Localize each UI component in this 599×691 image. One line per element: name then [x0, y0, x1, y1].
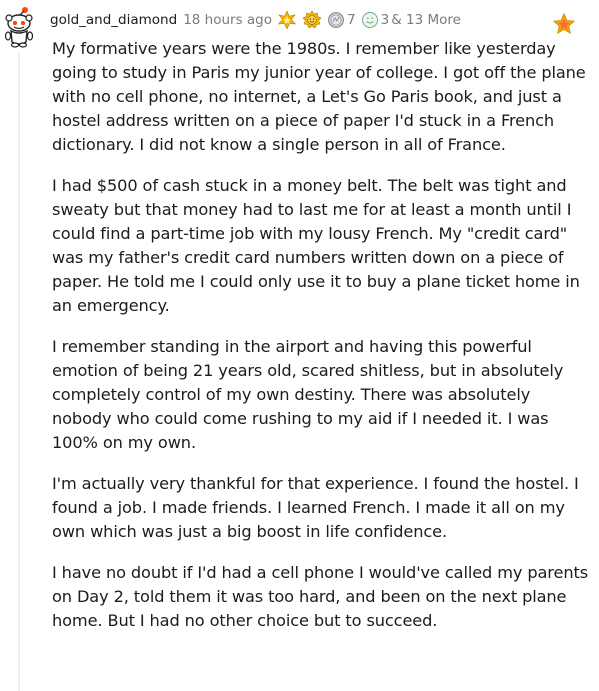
- award-count-silver: 7: [347, 12, 356, 28]
- comment-paragraph-1: My formative years were the 1980s. I remember like yesterday going to study in Paris my junior year of college. I got off the plane with no cell phone, no internet, a Let's Go Paris book, and just a hostel address written on a piece of paper I'd stuck in a French dictionary. I did not know a single person in all of France.: [52, 39, 586, 154]
- comment-paragraph-3: I remember standing in the airport and having this powerful emotion of being 21 years old, scared shitless, but in absolutely completely control of my own destiny. There was absolutely nobody who could come rushing to my aid if I needed it. I was 100% on my own.: [52, 337, 564, 452]
- award-wholesome[interactable]: [302, 11, 322, 29]
- comment-paragraph-2: I had $500 of cash stuck in a money belt. The belt was tight and sweaty but that money had to last me for at least a month until I could find a part-time job with my lousy French. My "credit card" was my father's credit card numbers written down on a piece of paper. He told me I could only use it to buy a plane ticket home in an emergency.: [52, 176, 580, 315]
- award-gold-burst[interactable]: [277, 11, 297, 29]
- comment-header: [50, 10, 461, 30]
- thread-line[interactable]: [18, 52, 20, 691]
- silver-award-icon: [327, 11, 345, 29]
- give-award-star-icon[interactable]: [552, 12, 576, 36]
- snoo-avatar[interactable]: [4, 6, 34, 50]
- comment-paragraph-5: I have no doubt if I'd had a cell phone I would've called my parents on Day 2, told them it was too hard, and been on the next plane home. But I had no other choice but to succeed.: [52, 563, 589, 630]
- comment-body: [52, 37, 592, 650]
- wholesome-award-icon: [302, 11, 322, 29]
- username-link[interactable]: gold_and_diamond: [50, 12, 178, 28]
- award-helpful[interactable]: [361, 11, 390, 29]
- more-awards-link[interactable]: & 13 More: [391, 12, 461, 28]
- award-silver[interactable]: [327, 11, 356, 29]
- timestamp-link[interactable]: 18 hours ago: [183, 12, 273, 28]
- gold-burst-award-icon: [277, 11, 297, 29]
- award-count-helpful: 3: [380, 12, 390, 28]
- comment-paragraph-4: I'm actually very thankful for that experience. I found the hostel. I found a job. I made friends. I learned French. I made it all on my own which was just a big boost in life confidence.: [52, 474, 579, 541]
- helpful-award-icon: [361, 11, 379, 29]
